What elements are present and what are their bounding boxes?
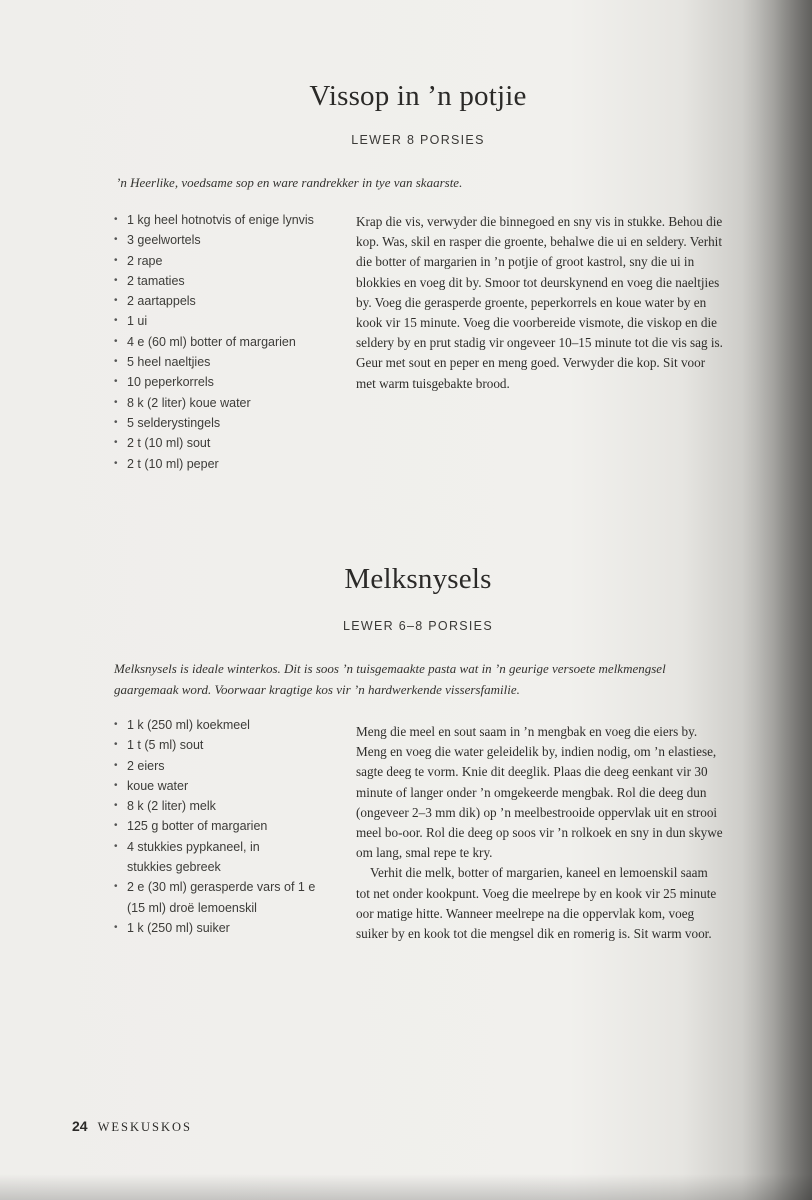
recipe-title: Vissop in ’n potjie (309, 80, 527, 112)
ingredient-item: • 1 kg heel hotnotvis of enige lynvis (114, 210, 344, 230)
ingredient-list (114, 210, 344, 474)
ingredient-item: • 8 k (2 liter) koue water (114, 393, 344, 413)
ingredient-item: • 8 k (2 liter) melk (114, 796, 334, 816)
ingredient-item: • 125 g botter of margarien (114, 816, 334, 836)
ingredient-item: • 1 k (250 ml) koekmeel (114, 715, 334, 735)
ingredient-list (114, 715, 334, 938)
ingredient-item: • 5 heel naeltjies (114, 352, 344, 372)
ingredient-item: • 4 e (60 ml) botter of margarien (114, 332, 344, 352)
ingredient-item: • 2 eiers (114, 756, 334, 776)
ingredient-item: • 5 selderystingels (114, 413, 344, 433)
page-number: 24 (72, 1118, 88, 1134)
ingredient-item: • 1 ui (114, 311, 344, 331)
method-paragraph: Verhit die melk, botter of margarien, kaneel en lemoenskil saam tot net onder kookpunt. Voeg die meelrepe by en kook vir 25 minute oor matige hitte. Wanneer meelrepe na die oppervlak kom, voeg suiker by en kook tot die mengsel dik en romerig is. Sit warm voor. (356, 865, 717, 942)
page-edge-shadow (0, 1174, 812, 1200)
page-footer (72, 1118, 192, 1135)
ingredient-item: • 10 peperkorrels (114, 372, 344, 392)
method-text (356, 722, 724, 944)
ingredient-item: • 2 rape (114, 251, 344, 271)
recipe-intro: Melksnysels is ideale winterkos. Dit is soos ’n tuisgemaakte pasta wat in ’n geurige versoete melkmengsel gaargemaak word. Voorwaar kragtige kos vir ’n hardwerkende vissersfamilie. (114, 661, 666, 697)
method-paragraph: Krap die vis, verwyder die binnegoed en sny vis in stukke. Behou die kop. Was, skil en rasper die groente, behalwe die ui en seldery. Verhit die botter of margarien in ’n potjie of groot kastrol, sny die ui in blokkies en voeg dit by. Smoor tot deurskynend en voeg die naeltjies by. Voeg die gerasperde groente, peperkorrels en koue water by en kook vir 15 minute. Voeg die voorbereide vismote, die viskop en die seldery by en prut stadig vir ongeveer 10–15 minute tot die vis sag is. Geur met sout en peper en meng goed. Verwyder die kop. Sit voor met warm tuisgebakte brood. (356, 214, 723, 391)
ingredient-item: • 2 t (10 ml) peper (114, 454, 344, 474)
page-gutter-shadow (742, 0, 812, 1200)
ingredient-item: • 2 tamaties (114, 271, 344, 291)
recipe-title: Melksnysels (344, 563, 492, 595)
recipe-yield: LEWER 8 PORSIES (351, 133, 485, 147)
ingredient-item: • 2 e (30 ml) gerasperde vars of 1 e (15 ml) droë lemoenskil (114, 877, 317, 918)
method-text (356, 212, 724, 394)
book-title: WESKUSKOS (97, 1120, 192, 1134)
ingredient-item: • 2 aartappels (114, 291, 344, 311)
ingredient-item: • koue water (114, 776, 334, 796)
ingredient-item: • 3 geelwortels (114, 230, 344, 250)
ingredient-item: • 1 k (250 ml) suiker (114, 918, 334, 938)
ingredient-item: • 2 t (10 ml) sout (114, 433, 344, 453)
recipe-yield: LEWER 6–8 PORSIES (343, 619, 493, 633)
recipe-intro: ’n Heerlike, voedsame sop en ware randrekker in tye van skaarste. (116, 175, 463, 190)
ingredient-item: • 4 stukkies pypkaneel, in stukkies gebreek (114, 837, 297, 878)
ingredient-item: • 1 t (5 ml) sout (114, 735, 334, 755)
method-paragraph: Meng die meel en sout saam in ’n mengbak en voeg die eiers by. Meng en voeg die water geleidelik by, indien nodig, om ’n elastiese, sagte deeg te vorm. Knie dit deeglik. Plaas die deeg eenkant vir 30 minute of langer onder ’n omgekeerde mengbak. Rol die deeg dun (ongeveer 2–3 mm dik) op ’n meelbestrooide oppervlak uit en strooi meel bo-oor. Rol die deeg op soos vir ’n rolkoek en sny in dun skywe om lang, smal repe te kry. (356, 724, 723, 861)
